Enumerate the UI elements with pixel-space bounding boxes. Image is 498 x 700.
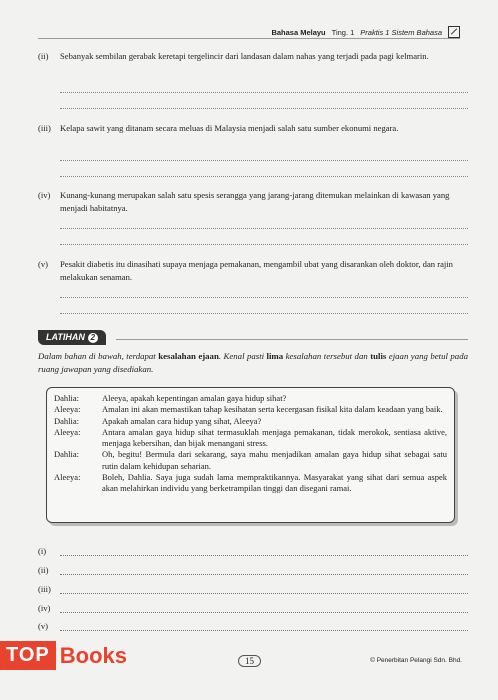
logo-top: TOP bbox=[0, 641, 56, 670]
dialog-text: Amalan ini akan memastikan tahap kesihatan serta kecergasan fisikal kita dalam keadaan yang baik. bbox=[102, 404, 443, 415]
answer-row[interactable] bbox=[38, 584, 468, 596]
subject-label: Bahasa Melayu bbox=[271, 27, 326, 37]
question-number: (iv) bbox=[38, 190, 51, 200]
answer-line[interactable] bbox=[60, 574, 468, 575]
answer-label: (iv) bbox=[38, 603, 51, 613]
answer-line[interactable] bbox=[60, 297, 468, 298]
dialog-line bbox=[54, 472, 447, 495]
header-divider bbox=[38, 38, 460, 39]
answer-row[interactable] bbox=[38, 565, 468, 577]
dialog-line bbox=[54, 427, 447, 450]
dialog-text: Oh, begitu! Bermula dari sekarang, saya mahu menjadikan amalan gaya hidup sihat sebagai satu rutin dalam kehidupan seharian. bbox=[102, 449, 447, 471]
answer-line[interactable] bbox=[60, 228, 468, 229]
question-number: (iii) bbox=[38, 123, 51, 133]
answer-line[interactable] bbox=[60, 630, 468, 631]
instr-bold: lima bbox=[266, 351, 284, 361]
answer-line[interactable] bbox=[60, 92, 468, 93]
page-header bbox=[271, 26, 460, 38]
instr-part: Dalam bahan di bawah, terdapat bbox=[38, 351, 159, 361]
instr-bold: tulis bbox=[370, 351, 387, 361]
instr-part: ejaan yang betul pada ruang jawapan yang disediakan. bbox=[38, 351, 468, 374]
instr-part: kesalahan tersebut dan bbox=[283, 351, 371, 361]
dialog-box bbox=[46, 387, 455, 523]
answer-row[interactable] bbox=[38, 546, 468, 558]
latihan-badge bbox=[38, 330, 106, 345]
answer-row[interactable] bbox=[38, 621, 468, 633]
dialog-line bbox=[54, 404, 447, 415]
answer-line[interactable] bbox=[60, 108, 468, 109]
dialog-text: Apakah amalan cara hidup yang sihat, Aleeya? bbox=[102, 415, 262, 426]
section-icon bbox=[448, 26, 460, 38]
section-label: Praktis 1 Sistem Bahasa bbox=[360, 27, 442, 37]
speaker: Dahlia: bbox=[54, 449, 80, 460]
answer-label: (v) bbox=[38, 621, 49, 631]
level-label: Ting. 1 bbox=[331, 27, 355, 37]
question-text: Pesakit diabetis itu dinasihati supaya menjaga pemakanan, mengambil ubat yang disarankan oleh doktor, dan rajin melakukan senaman. bbox=[60, 259, 453, 282]
answer-line[interactable] bbox=[60, 593, 468, 594]
question-text: Sebanyak sembilan gerabak keretapi tergelincir dari landasan dalam nahas yang terjadi pada pagi kelmarin. bbox=[60, 51, 429, 61]
dialog-line bbox=[54, 393, 447, 404]
logo-books: Books bbox=[59, 642, 128, 668]
instruction-text bbox=[38, 350, 468, 375]
instr-part: . Kenal pasti bbox=[218, 351, 267, 361]
answer-line[interactable] bbox=[60, 555, 468, 556]
dialog-text: Aleeya, apakah kepentingan amalan gaya hidup sihat? bbox=[102, 393, 287, 403]
topbooks-logo bbox=[0, 641, 127, 670]
answer-row[interactable] bbox=[38, 603, 468, 615]
dialog-text: Boleh, Dahlia. Saya juga sudah lama mempraktikannya. Masyarakat yang sihat dari semua aspek akan melahirkan individu yang berketrampilan tinggi dan disegani ramai. bbox=[102, 472, 447, 494]
question-ii bbox=[38, 50, 468, 63]
copyright: © Penerbitan Pelangi Sdn. Bhd. bbox=[370, 657, 462, 664]
latihan-number: 2 bbox=[88, 333, 98, 343]
answer-line[interactable] bbox=[60, 244, 468, 245]
latihan-divider bbox=[116, 339, 468, 340]
speaker: Aleeya: bbox=[54, 404, 81, 415]
speaker: Aleeya: bbox=[54, 426, 81, 437]
question-number: (ii) bbox=[38, 51, 49, 61]
answer-line[interactable] bbox=[60, 176, 468, 177]
instr-bold: kesalahan ejaan bbox=[158, 351, 219, 361]
answer-line[interactable] bbox=[60, 612, 468, 613]
answer-label: (i) bbox=[38, 546, 47, 556]
question-iii bbox=[38, 122, 468, 135]
answer-line[interactable] bbox=[60, 160, 468, 161]
question-iv bbox=[38, 189, 468, 214]
answer-label: (iii) bbox=[38, 584, 51, 594]
question-v bbox=[38, 258, 468, 283]
speaker: Dahlia: bbox=[54, 393, 80, 403]
answer-label: (ii) bbox=[38, 565, 49, 575]
answer-line[interactable] bbox=[60, 313, 468, 314]
question-text: Kunang-kunang merupakan salah satu spesis serangga yang jarang-jarang ditemukan melainkan di kawasan yang menjadi habitatnya. bbox=[60, 190, 450, 213]
dialog-line bbox=[54, 416, 447, 427]
speaker: Aleeya: bbox=[54, 472, 81, 483]
page-number: 15 bbox=[238, 655, 261, 667]
latihan-label: LATIHAN bbox=[46, 332, 85, 342]
question-number: (v) bbox=[38, 259, 49, 269]
speaker: Dahlia: bbox=[54, 415, 80, 426]
dialog-text: Antara amalan gaya hidup sihat termasuklah menjaga pemakanan, tidak merokok, sentiasa aktive, menjaga kebersihan, dan bijak menangani stress. bbox=[102, 426, 447, 449]
question-text: Kelapa sawit yang ditanam secara meluas di Malaysia menjadi salah satu sumber ekonumi negara. bbox=[60, 123, 399, 133]
dialog-line bbox=[54, 449, 447, 472]
